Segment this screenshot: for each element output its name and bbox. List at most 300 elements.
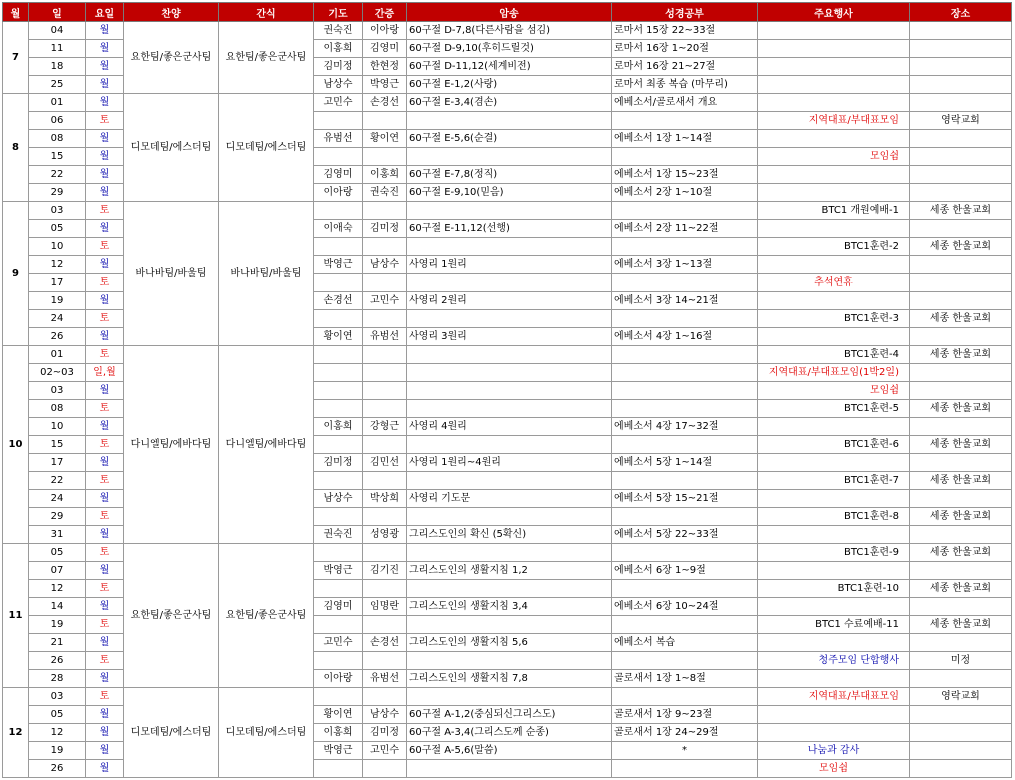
weekday-cell: 토: [86, 202, 124, 220]
testimony-cell: [363, 346, 407, 364]
testimony-cell: [363, 760, 407, 778]
weekday-cell: 월: [86, 634, 124, 652]
memory-verse-cell: 사영리 1원리~4원리: [407, 454, 612, 472]
snack-team-cell: 바나바팀/바울팀: [219, 202, 314, 346]
place-cell: 세종 한울교회: [910, 346, 1012, 364]
bible-study-cell: [612, 238, 758, 256]
day-cell: 11: [29, 40, 86, 58]
bible-study-cell: [612, 400, 758, 418]
prayer-cell: [314, 148, 363, 166]
praise-team-cell: 요한팀/좋은군사팀: [124, 544, 219, 688]
snack-team-cell: 디모데팀/에스더팀: [219, 688, 314, 778]
prayer-cell: 권숙진: [314, 526, 363, 544]
weekday-cell: 토: [86, 616, 124, 634]
day-cell: 08: [29, 400, 86, 418]
memory-verse-cell: [407, 382, 612, 400]
event-cell: [758, 292, 910, 310]
place-cell: 세종 한울교회: [910, 508, 1012, 526]
bible-study-cell: *: [612, 742, 758, 760]
testimony-cell: 김영미: [363, 40, 407, 58]
weekday-cell: 월: [86, 526, 124, 544]
testimony-cell: [363, 148, 407, 166]
testimony-cell: 고민수: [363, 292, 407, 310]
memory-verse-cell: [407, 310, 612, 328]
prayer-cell: 이홍희: [314, 724, 363, 742]
place-cell: [910, 562, 1012, 580]
day-cell: 29: [29, 184, 86, 202]
place-cell: [910, 760, 1012, 778]
prayer-cell: [314, 688, 363, 706]
day-cell: 04: [29, 22, 86, 40]
place-cell: 영락교회: [910, 112, 1012, 130]
weekday-cell: 월: [86, 148, 124, 166]
memory-verse-cell: [407, 508, 612, 526]
day-cell: 28: [29, 670, 86, 688]
day-cell: 17: [29, 274, 86, 292]
event-cell: [758, 328, 910, 346]
testimony-cell: [363, 544, 407, 562]
header-place: 장소: [910, 3, 1012, 22]
place-cell: 세종 한울교회: [910, 616, 1012, 634]
event-cell: 모임쉼: [758, 760, 910, 778]
place-cell: [910, 220, 1012, 238]
weekday-cell: 월: [86, 760, 124, 778]
table-row: [3, 94, 1012, 112]
prayer-cell: [314, 112, 363, 130]
testimony-cell: [363, 310, 407, 328]
testimony-cell: [363, 436, 407, 454]
testimony-cell: [363, 382, 407, 400]
place-cell: [910, 328, 1012, 346]
memory-verse-cell: 그리스도인의 생활지침 1,2: [407, 562, 612, 580]
table-row: [3, 22, 1012, 40]
prayer-cell: 황이연: [314, 706, 363, 724]
testimony-cell: [363, 238, 407, 256]
weekday-cell: 일,월: [86, 364, 124, 382]
table-row: [3, 688, 1012, 706]
day-cell: 24: [29, 310, 86, 328]
place-cell: [910, 454, 1012, 472]
event-cell: BTC1훈련-5: [758, 400, 910, 418]
bible-study-cell: 로마서 16장 1~20절: [612, 40, 758, 58]
bible-study-cell: [612, 544, 758, 562]
weekday-cell: 월: [86, 76, 124, 94]
weekday-cell: 토: [86, 310, 124, 328]
day-cell: 26: [29, 652, 86, 670]
event-cell: BTC1훈련-7: [758, 472, 910, 490]
bible-study-cell: [612, 310, 758, 328]
memory-verse-cell: 60구절 A-5,6(말씀): [407, 742, 612, 760]
place-cell: 영락교회: [910, 688, 1012, 706]
day-cell: 19: [29, 742, 86, 760]
event-cell: [758, 598, 910, 616]
bible-study-cell: [612, 436, 758, 454]
memory-verse-cell: [407, 472, 612, 490]
prayer-cell: 김미정: [314, 454, 363, 472]
place-cell: [910, 490, 1012, 508]
testimony-cell: 손경선: [363, 94, 407, 112]
event-cell: [758, 418, 910, 436]
place-cell: 미정: [910, 652, 1012, 670]
weekday-cell: 토: [86, 346, 124, 364]
prayer-cell: 김영미: [314, 598, 363, 616]
weekday-cell: 월: [86, 22, 124, 40]
memory-verse-cell: [407, 148, 612, 166]
place-cell: 세종 한울교회: [910, 310, 1012, 328]
event-cell: 추석연휴: [758, 274, 910, 292]
event-cell: [758, 724, 910, 742]
memory-verse-cell: 사영리 2원리: [407, 292, 612, 310]
prayer-cell: [314, 400, 363, 418]
event-cell: BTC1훈련-8: [758, 508, 910, 526]
prayer-cell: 이아랑: [314, 184, 363, 202]
bible-study-cell: [612, 148, 758, 166]
bible-study-cell: [612, 760, 758, 778]
day-cell: 05: [29, 220, 86, 238]
memory-verse-cell: 60구절 E-9,10(믿음): [407, 184, 612, 202]
schedule-table: [2, 2, 1012, 778]
table-row: [3, 202, 1012, 220]
testimony-cell: 박영근: [363, 76, 407, 94]
bible-study-cell: 에베소서 2장 1~10절: [612, 184, 758, 202]
day-cell: 17: [29, 454, 86, 472]
testimony-cell: 임명란: [363, 598, 407, 616]
day-cell: 18: [29, 58, 86, 76]
testimony-cell: [363, 508, 407, 526]
day-cell: 01: [29, 346, 86, 364]
prayer-cell: [314, 652, 363, 670]
memory-verse-cell: [407, 202, 612, 220]
header-month: 월: [3, 3, 29, 22]
bible-study-cell: 에베소서 6장 10~24절: [612, 598, 758, 616]
bible-study-cell: 에베소서 6장 1~9절: [612, 562, 758, 580]
prayer-cell: 김미정: [314, 58, 363, 76]
event-cell: BTC1훈련-2: [758, 238, 910, 256]
weekday-cell: 월: [86, 382, 124, 400]
weekday-cell: 월: [86, 418, 124, 436]
event-cell: 지역대표/부대표모임: [758, 112, 910, 130]
day-cell: 07: [29, 562, 86, 580]
header-memory: 암송: [407, 3, 612, 22]
month-cell: 7: [3, 22, 29, 94]
memory-verse-cell: [407, 652, 612, 670]
place-cell: [910, 274, 1012, 292]
bible-study-cell: 에베소서 3장 1~13절: [612, 256, 758, 274]
day-cell: 03: [29, 202, 86, 220]
place-cell: [910, 724, 1012, 742]
testimony-cell: [363, 472, 407, 490]
testimony-cell: 황이연: [363, 130, 407, 148]
event-cell: [758, 130, 910, 148]
event-cell: BTC1훈련-9: [758, 544, 910, 562]
memory-verse-cell: [407, 364, 612, 382]
memory-verse-cell: 그리스도인의 생활지침 3,4: [407, 598, 612, 616]
day-cell: 22: [29, 166, 86, 184]
bible-study-cell: 로마서 15장 22~33절: [612, 22, 758, 40]
weekday-cell: 토: [86, 688, 124, 706]
bible-study-cell: [612, 616, 758, 634]
event-cell: [758, 256, 910, 274]
place-cell: 세종 한울교회: [910, 472, 1012, 490]
weekday-cell: 월: [86, 490, 124, 508]
memory-verse-cell: [407, 346, 612, 364]
weekday-cell: 월: [86, 256, 124, 274]
testimony-cell: 권숙진: [363, 184, 407, 202]
event-cell: BTC1훈련-6: [758, 436, 910, 454]
place-cell: [910, 382, 1012, 400]
memory-verse-cell: 60구절 A-3,4(그리스도께 순종): [407, 724, 612, 742]
weekday-cell: 월: [86, 184, 124, 202]
testimony-cell: [363, 274, 407, 292]
testimony-cell: [363, 112, 407, 130]
place-cell: [910, 76, 1012, 94]
event-cell: BTC1훈련-3: [758, 310, 910, 328]
bible-study-cell: 골로새서 1장 9~23절: [612, 706, 758, 724]
month-cell: 8: [3, 94, 29, 202]
weekday-cell: 월: [86, 130, 124, 148]
event-cell: [758, 526, 910, 544]
place-cell: [910, 184, 1012, 202]
testimony-cell: 손경선: [363, 634, 407, 652]
memory-verse-cell: [407, 544, 612, 562]
testimony-cell: [363, 688, 407, 706]
day-cell: 10: [29, 418, 86, 436]
testimony-cell: [363, 400, 407, 418]
month-cell: 10: [3, 346, 29, 544]
place-cell: 세종 한울교회: [910, 400, 1012, 418]
event-cell: [758, 166, 910, 184]
memory-verse-cell: 60구절 E-1,2(사랑): [407, 76, 612, 94]
prayer-cell: 고민수: [314, 634, 363, 652]
prayer-cell: [314, 202, 363, 220]
memory-verse-cell: 60구절 D-11,12(세계비전): [407, 58, 612, 76]
bible-study-cell: [612, 472, 758, 490]
prayer-cell: 고민수: [314, 94, 363, 112]
praise-team-cell: 디모데팀/에스더팀: [124, 94, 219, 202]
prayer-cell: [314, 274, 363, 292]
bible-study-cell: 에베소서 4장 1~16절: [612, 328, 758, 346]
prayer-cell: [314, 238, 363, 256]
weekday-cell: 월: [86, 724, 124, 742]
testimony-cell: [363, 202, 407, 220]
prayer-cell: 이홍희: [314, 40, 363, 58]
event-cell: BTC1 개원예배-1: [758, 202, 910, 220]
bible-study-cell: 골로새서 1장 1~8절: [612, 670, 758, 688]
place-cell: 세종 한울교회: [910, 238, 1012, 256]
month-cell: 12: [3, 688, 29, 778]
place-cell: [910, 526, 1012, 544]
place-cell: [910, 634, 1012, 652]
header-snack: 간식: [219, 3, 314, 22]
place-cell: [910, 130, 1012, 148]
snack-team-cell: 요한팀/좋은군사팀: [219, 22, 314, 94]
month-cell: 11: [3, 544, 29, 688]
place-cell: [910, 94, 1012, 112]
prayer-cell: [314, 544, 363, 562]
memory-verse-cell: 60구절 E-11,12(선행): [407, 220, 612, 238]
prayer-cell: 황이연: [314, 328, 363, 346]
header-weekday: 요일: [86, 3, 124, 22]
testimony-cell: 김미정: [363, 220, 407, 238]
prayer-cell: 남상수: [314, 490, 363, 508]
header-testimony: 간증: [363, 3, 407, 22]
prayer-cell: 남상수: [314, 76, 363, 94]
event-cell: [758, 76, 910, 94]
day-cell: 19: [29, 292, 86, 310]
memory-verse-cell: [407, 580, 612, 598]
testimony-cell: 김기진: [363, 562, 407, 580]
testimony-cell: 박상희: [363, 490, 407, 508]
weekday-cell: 토: [86, 238, 124, 256]
weekday-cell: 월: [86, 166, 124, 184]
day-cell: 21: [29, 634, 86, 652]
header-praise: 찬양: [124, 3, 219, 22]
day-cell: 05: [29, 706, 86, 724]
day-cell: 19: [29, 616, 86, 634]
memory-verse-cell: [407, 238, 612, 256]
event-cell: BTC1훈련-10: [758, 580, 910, 598]
prayer-cell: [314, 616, 363, 634]
day-cell: 12: [29, 724, 86, 742]
event-cell: [758, 706, 910, 724]
weekday-cell: 토: [86, 112, 124, 130]
bible-study-cell: [612, 202, 758, 220]
memory-verse-cell: 사영리 기도문: [407, 490, 612, 508]
place-cell: [910, 364, 1012, 382]
event-cell: [758, 40, 910, 58]
memory-verse-cell: [407, 688, 612, 706]
prayer-cell: 권숙진: [314, 22, 363, 40]
event-cell: BTC1 수료예배-11: [758, 616, 910, 634]
header-event: 주요행사: [758, 3, 910, 22]
weekday-cell: 월: [86, 328, 124, 346]
event-cell: 지역대표/부대표모임: [758, 688, 910, 706]
snack-team-cell: 다니엘팀/에바다팀: [219, 346, 314, 544]
place-cell: [910, 418, 1012, 436]
day-cell: 26: [29, 760, 86, 778]
praise-team-cell: 바나바팀/바울팀: [124, 202, 219, 346]
bible-study-cell: 에베소서 5장 15~21절: [612, 490, 758, 508]
table-row: [3, 544, 1012, 562]
day-cell: 05: [29, 544, 86, 562]
bible-study-cell: 에베소서 1장 15~23절: [612, 166, 758, 184]
place-cell: [910, 706, 1012, 724]
testimony-cell: 성영광: [363, 526, 407, 544]
weekday-cell: 월: [86, 292, 124, 310]
prayer-cell: [314, 760, 363, 778]
bible-study-cell: 골로새서 1장 24~29절: [612, 724, 758, 742]
place-cell: [910, 58, 1012, 76]
event-cell: 청주모임 단합행사: [758, 652, 910, 670]
bible-study-cell: [612, 382, 758, 400]
memory-verse-cell: [407, 400, 612, 418]
event-cell: 모임쉼: [758, 382, 910, 400]
event-cell: [758, 454, 910, 472]
table-row: [3, 346, 1012, 364]
header-study: 성경공부: [612, 3, 758, 22]
weekday-cell: 월: [86, 454, 124, 472]
month-cell: 9: [3, 202, 29, 346]
bible-study-cell: [612, 364, 758, 382]
bible-study-cell: [612, 580, 758, 598]
testimony-cell: 남상수: [363, 706, 407, 724]
memory-verse-cell: 60구절 D-9,10(후히드릴것): [407, 40, 612, 58]
bible-study-cell: 로마서 16장 21~27절: [612, 58, 758, 76]
day-cell: 15: [29, 148, 86, 166]
prayer-cell: 박영근: [314, 256, 363, 274]
prayer-cell: 손경선: [314, 292, 363, 310]
bible-study-cell: 에베소서/골로새서 개요: [612, 94, 758, 112]
prayer-cell: 유범선: [314, 130, 363, 148]
event-cell: [758, 94, 910, 112]
testimony-cell: [363, 580, 407, 598]
day-cell: 22: [29, 472, 86, 490]
bible-study-cell: 에베소서 5장 1~14절: [612, 454, 758, 472]
memory-verse-cell: 60구절 E-5,6(순결): [407, 130, 612, 148]
event-cell: [758, 670, 910, 688]
weekday-cell: 월: [86, 562, 124, 580]
testimony-cell: 강형근: [363, 418, 407, 436]
bible-study-cell: [612, 688, 758, 706]
praise-team-cell: 디모데팀/에스더팀: [124, 688, 219, 778]
memory-verse-cell: 사영리 3원리: [407, 328, 612, 346]
event-cell: 모임쉼: [758, 148, 910, 166]
prayer-cell: [314, 364, 363, 382]
place-cell: [910, 598, 1012, 616]
prayer-cell: [314, 310, 363, 328]
testimony-cell: 김미정: [363, 724, 407, 742]
bible-study-cell: 로마서 최종 복습 (마무리): [612, 76, 758, 94]
prayer-cell: 이애숙: [314, 220, 363, 238]
prayer-cell: 김영미: [314, 166, 363, 184]
weekday-cell: 토: [86, 400, 124, 418]
bible-study-cell: [612, 508, 758, 526]
memory-verse-cell: 그리스도인의 확신 (5확신): [407, 526, 612, 544]
weekday-cell: 토: [86, 580, 124, 598]
memory-verse-cell: [407, 112, 612, 130]
bible-study-cell: 에베소서 복습: [612, 634, 758, 652]
weekday-cell: 월: [86, 742, 124, 760]
weekday-cell: 토: [86, 436, 124, 454]
prayer-cell: [314, 580, 363, 598]
day-cell: 10: [29, 238, 86, 256]
weekday-cell: 토: [86, 652, 124, 670]
day-cell: 06: [29, 112, 86, 130]
weekday-cell: 토: [86, 472, 124, 490]
event-cell: [758, 58, 910, 76]
memory-verse-cell: 60구절 A-1,2(중심되신그리스도): [407, 706, 612, 724]
memory-verse-cell: 60구절 E-3,4(겸손): [407, 94, 612, 112]
day-cell: 24: [29, 490, 86, 508]
bible-study-cell: 에베소서 5장 22~33절: [612, 526, 758, 544]
praise-team-cell: 다니엘팀/에바다팀: [124, 346, 219, 544]
testimony-cell: 김민선: [363, 454, 407, 472]
memory-verse-cell: 60구절 E-7,8(정직): [407, 166, 612, 184]
testimony-cell: 이아랑: [363, 22, 407, 40]
event-cell: 나눔과 감사: [758, 742, 910, 760]
weekday-cell: 월: [86, 40, 124, 58]
memory-verse-cell: [407, 436, 612, 454]
testimony-cell: 한현정: [363, 58, 407, 76]
day-cell: 08: [29, 130, 86, 148]
prayer-cell: [314, 382, 363, 400]
memory-verse-cell: 사영리 1원리: [407, 256, 612, 274]
prayer-cell: 이아랑: [314, 670, 363, 688]
place-cell: [910, 742, 1012, 760]
testimony-cell: [363, 616, 407, 634]
bible-study-cell: [612, 112, 758, 130]
prayer-cell: 박영근: [314, 562, 363, 580]
